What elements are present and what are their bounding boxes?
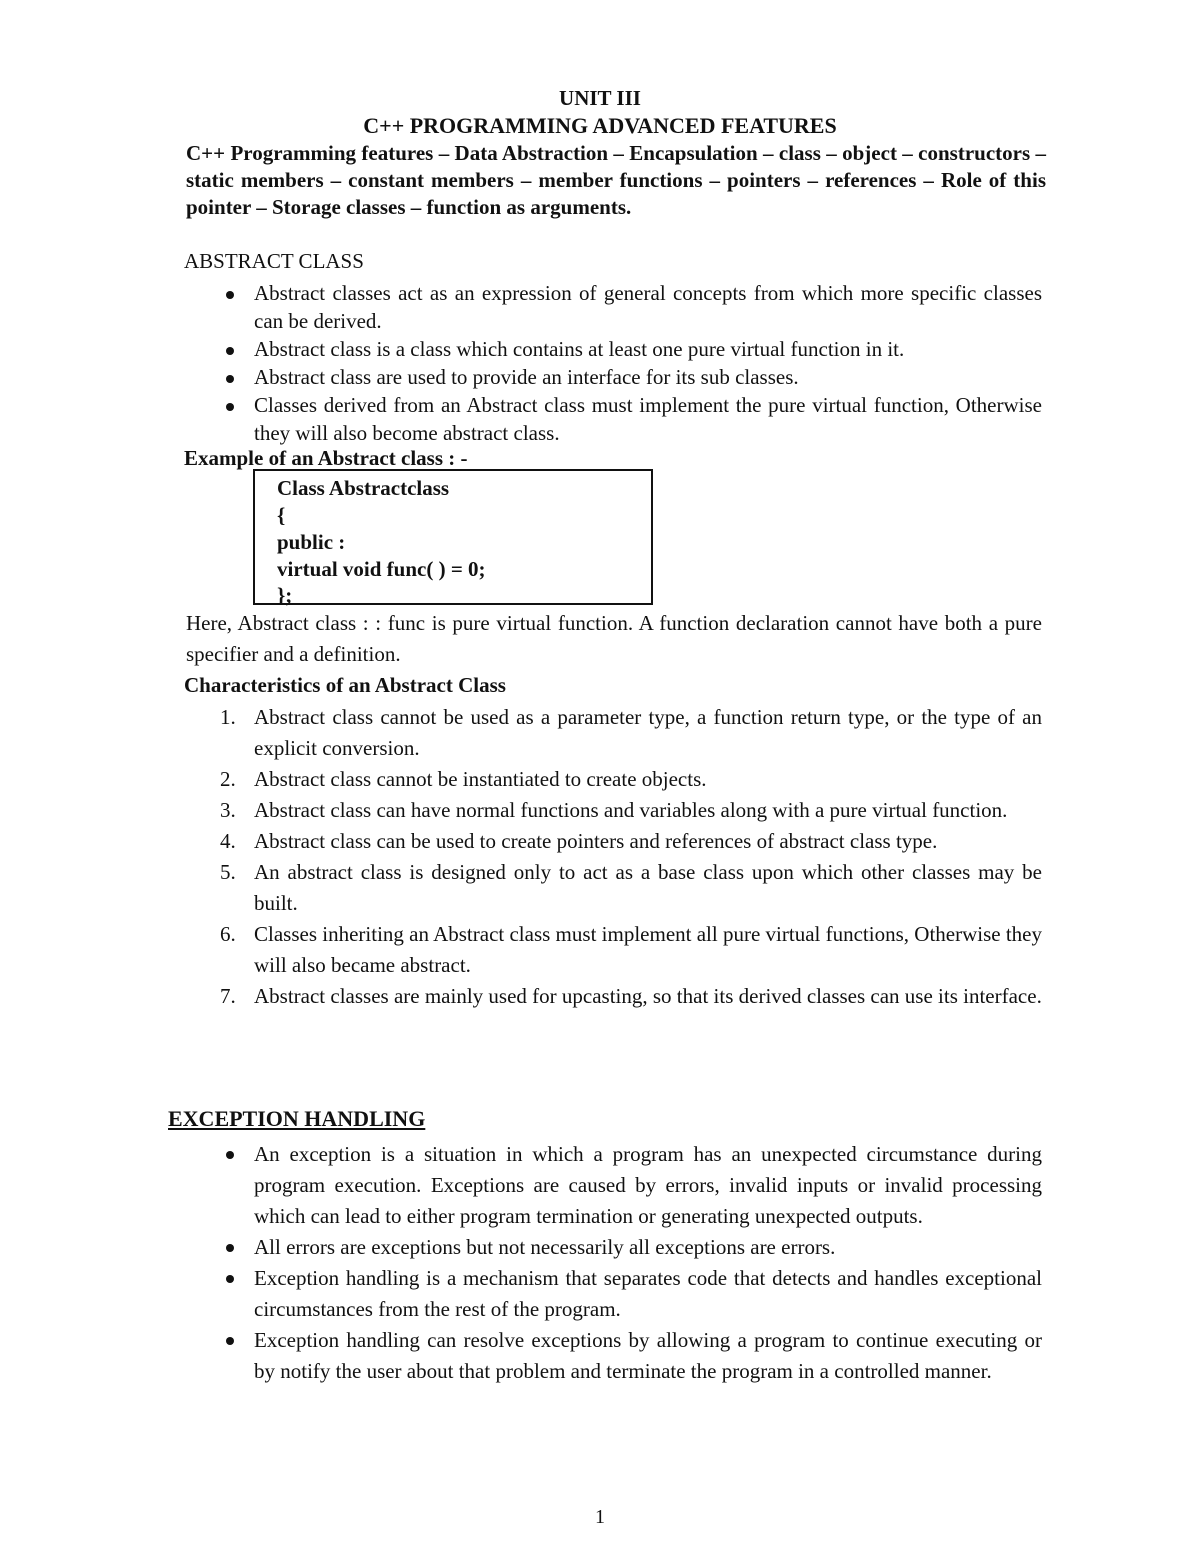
code-line: }; <box>277 583 293 607</box>
item-number: 7. <box>220 984 236 1008</box>
bullet-text: All errors are exceptions but not necessarily all exceptions are errors. <box>254 1235 836 1259</box>
list-item <box>186 1232 1042 1263</box>
list-item <box>186 279 1042 335</box>
bullet-text: Classes derived from an Abstract class must implement the pure virtual function, Otherwise they will also become abstract class. <box>254 393 1042 445</box>
list-item <box>186 826 1042 857</box>
list-item <box>186 919 1042 981</box>
abstract-class-heading: ABSTRACT CLASS <box>184 249 364 273</box>
item-text: An abstract class is designed only to act as a base class upon which other classes may be built. <box>254 860 1042 915</box>
item-text: Abstract class can be used to create pointers and references of abstract class type. <box>254 829 938 853</box>
characteristics-heading: Characteristics of an Abstract Class <box>184 673 506 697</box>
abstract-class-bullets <box>186 279 1042 447</box>
item-number: 2. <box>220 767 236 791</box>
list-item <box>186 857 1042 919</box>
code-line: Class Abstractclass <box>277 476 450 500</box>
page-title: C++ PROGRAMMING ADVANCED FEATURES <box>363 113 837 138</box>
explanation-paragraph: Here, Abstract class : : func is pure virtual function. A function declaration cannot have both a pure specifier and a definition. <box>186 611 1042 666</box>
list-item <box>186 391 1042 447</box>
list-item <box>186 1325 1042 1387</box>
bullet-text: Abstract classes act as an expression of general concepts from which more specific classes can be derived. <box>254 281 1042 333</box>
list-item <box>186 1263 1042 1325</box>
bullet-text: Exception handling is a mechanism that separates code that detects and handles exceptional circumstances from the rest of the program. <box>254 1266 1042 1321</box>
item-text: Abstract class can have normal functions and variables along with a pure virtual function. <box>254 798 1008 822</box>
item-text: Abstract class cannot be instantiated to create objects. <box>254 767 707 791</box>
list-item <box>186 335 1042 363</box>
bullet-text: An exception is a situation in which a program has an unexpected circumstance during program execution. Exceptions are caused by errors, invalid inputs or invalid processing which can lead to either program termination or generating unexpected outputs. <box>254 1142 1042 1228</box>
item-text: Abstract classes are mainly used for upcasting, so that its derived classes can use its interface. <box>254 984 1042 1008</box>
bullet-icon <box>226 1275 234 1283</box>
item-text: Classes inheriting an Abstract class must implement all pure virtual functions, Otherwise they will also became abstract. <box>254 922 1042 977</box>
exception-handling-heading: EXCEPTION HANDLING <box>168 1106 426 1131</box>
list-item <box>186 795 1042 826</box>
list-item <box>186 764 1042 795</box>
item-text: Abstract class cannot be used as a parameter type, a function return type, or the type of an explicit conversion. <box>254 705 1042 760</box>
bullet-text: Abstract class is a class which contains at least one pure virtual function in it. <box>254 337 905 361</box>
bullet-icon <box>226 1151 234 1159</box>
code-line: virtual void func( ) = 0; <box>277 557 486 581</box>
code-example-box <box>253 469 653 605</box>
bullet-icon <box>226 375 234 383</box>
bullet-icon <box>226 403 234 411</box>
example-label: Example of an Abstract class : - <box>184 446 468 470</box>
list-item <box>186 702 1042 764</box>
list-item <box>186 1139 1042 1232</box>
item-number: 5. <box>220 860 236 884</box>
code-line: { <box>277 503 286 527</box>
bullet-text: Exception handling can resolve exceptions by allowing a program to continue executing or by notify the user about that problem and terminate the program in a controlled manner. <box>254 1328 1042 1383</box>
unit-label: UNIT III <box>559 86 641 110</box>
characteristics-list <box>186 702 1042 1012</box>
list-item <box>186 363 1042 391</box>
item-number: 1. <box>220 705 236 729</box>
bullet-icon <box>226 291 234 299</box>
bullet-text: Abstract class are used to provide an interface for its sub classes. <box>254 365 799 389</box>
syllabus-topics: C++ Programming features – Data Abstraction – Encapsulation – class – object – constructors – static members – constant members – member functions – pointers – references – Role of this pointer – Storage classes – function as arguments. <box>186 141 1046 219</box>
list-item <box>186 981 1042 1012</box>
bullet-icon <box>226 1337 234 1345</box>
item-number: 4. <box>220 829 236 853</box>
item-number: 6. <box>220 922 236 946</box>
exception-bullets <box>186 1139 1042 1387</box>
item-number: 3. <box>220 798 236 822</box>
bullet-icon <box>226 347 234 355</box>
bullet-icon <box>226 1244 234 1252</box>
code-line: public : <box>277 530 346 554</box>
page-number: 1 <box>595 1506 605 1528</box>
